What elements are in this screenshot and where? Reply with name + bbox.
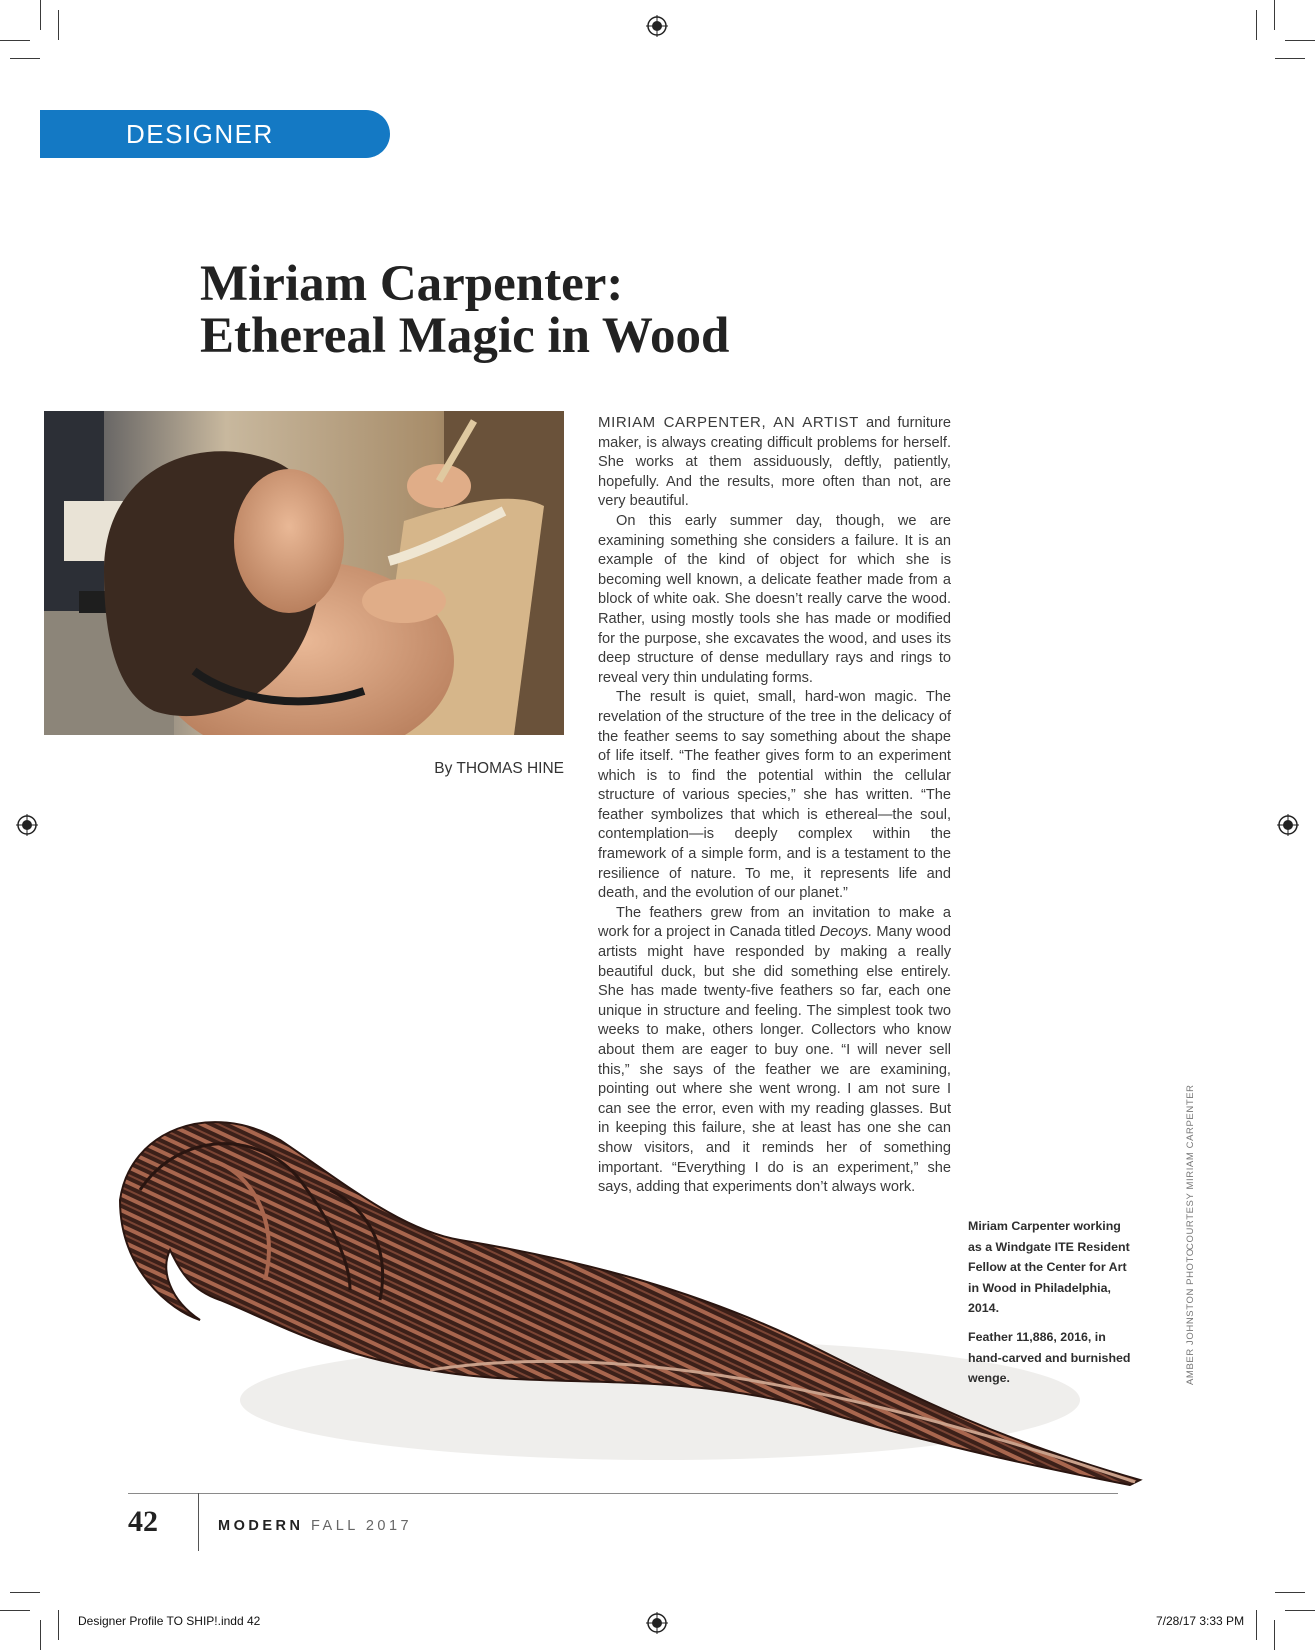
paragraph-4-text-b: Many wood artists might have responded by making a really beautiful duck, but she did something else entirely. She has made twenty-five feathers so far, each one unique in structure and feeling. The simplest took two weeks to make, others longer. Collectors who know about them are eager to buy one. “I will never sell this,” she says of the feather we are examining, pointing out where she went wrong. I am not sure I can see the error, even with my reading glasses. But in keeping this failure, she at least has one she can show visitors, and it reminds her of something important. “Everything I do is an experiment,” she says, adding that experiments don’t always work. [598, 924, 951, 1196]
feather-caption: Feather 11,886, 2016, in hand-carved and burnished wenge. [968, 1330, 1131, 1385]
photo-credit: COURTESY MIRIAM CARPENTER [1185, 1084, 1196, 1250]
crop-mark [40, 0, 41, 30]
crop-mark [1256, 10, 1257, 40]
photo-caption: Miriam Carpenter working as a Windgate ITE Resident Fellow at the Center for Art in Wood in Philadelphia, 2014. [968, 1219, 1130, 1315]
paragraph-2: On this early summer day, though, we are examining something she considers a failure. It is an example of the kind of object for which she is becoming well known, a delicate feather made from a block of white oak. She doesn’t really carve the wood. Rather, using mostly tools she has made or modified for the purpose, she excavates the wood, and uses its deep structure of dense medullary rays and rings to reveal very thin undulating forms. [598, 512, 951, 686]
crop-mark [0, 1610, 30, 1611]
footer-rule [128, 1493, 1118, 1494]
paragraph-4-text-a: The feathers grew from an invitation to make a work for a project in Canada titled [598, 904, 951, 941]
registration-mark-icon [646, 1612, 668, 1634]
registration-mark-icon [16, 814, 38, 836]
article-body [598, 413, 951, 1198]
article-title [200, 258, 729, 362]
lead-in: MIRIAM CARPENTER, AN ARTIST [598, 414, 859, 431]
crop-mark [1285, 40, 1315, 41]
artist-photo [44, 411, 564, 735]
page-number: 42 [128, 1505, 158, 1538]
decoys-title: Decoys. [819, 924, 873, 941]
magazine-name: MODERN [218, 1518, 304, 1534]
feather-credit: AMBER JOHNSTON PHOTO [1185, 1248, 1196, 1385]
crop-mark [10, 58, 40, 59]
title-line-1: Miriam Carpenter: [200, 256, 624, 312]
paragraph-1-text: and furniture maker, is always creating difficult problems for herself. She works at them assiduously, deftly, patiently, hopefully. And the results, more often than not, are very beautiful. [598, 415, 951, 510]
paragraph-3: The result is quiet, small, hard-won magic. The revelation of the structure of the tree in the delicacy of the feather seems to say something about the shape of life itself. “The feather gives form to an experiment which is to find the potential within the cellular structure of various species,” she has written. “The feather symbolizes that which is ethereal—the soul, contemplation—is deeply complex within the framework of a simple form, and is a testament to the resilience of nature. To me, it represents life and death, and the evolution of our planet.” [598, 689, 951, 902]
title-line-2: Ethereal Magic in Wood [200, 308, 730, 364]
crop-mark [1256, 1610, 1257, 1640]
slug-filename: Designer Profile TO SHIP!.indd 42 [78, 1614, 261, 1628]
footer-divider [198, 1493, 199, 1551]
registration-mark-icon [1277, 814, 1299, 836]
folio [218, 1518, 412, 1534]
crop-mark [1275, 1592, 1305, 1593]
crop-mark [1275, 58, 1305, 59]
crop-mark [58, 10, 59, 40]
paragraph-1 [598, 413, 951, 512]
byline: By THOMAS HINE [434, 760, 564, 777]
crop-mark [0, 40, 30, 41]
crop-mark [40, 1620, 41, 1650]
crop-mark [1274, 1620, 1275, 1650]
issue-date: FALL 2017 [310, 1518, 413, 1534]
section-tab: DESIGNER PROFILE [40, 110, 390, 158]
slug-datetime: 7/28/17 3:33 PM [1156, 1614, 1245, 1628]
crop-mark [58, 1610, 59, 1640]
crop-mark [1274, 0, 1275, 30]
crop-mark [1285, 1610, 1315, 1611]
crop-mark [10, 1592, 40, 1593]
registration-mark-icon [646, 15, 668, 37]
